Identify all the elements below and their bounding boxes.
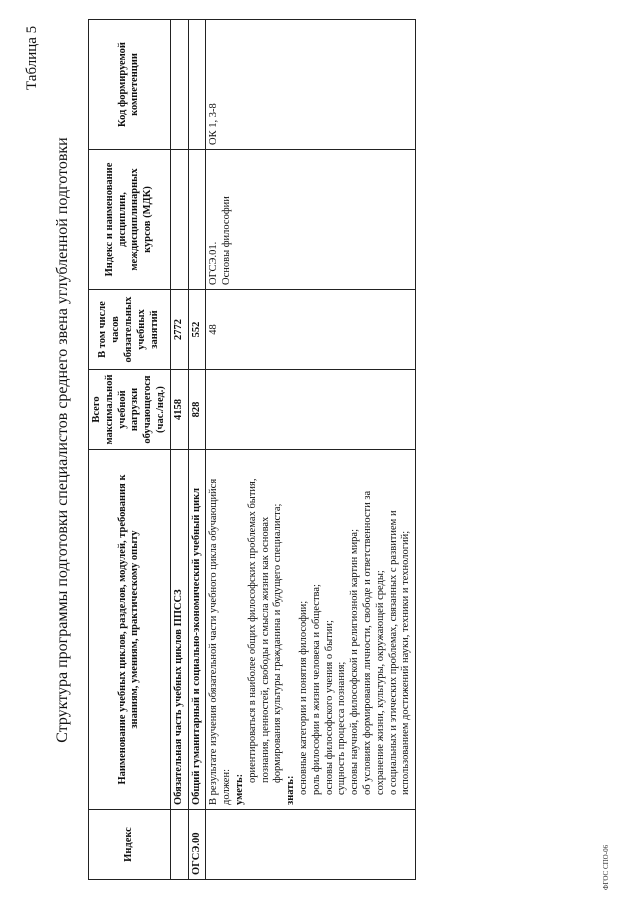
znat-item: основные категории и понятия философии; bbox=[297, 600, 309, 795]
row-name: Обязательная часть учебных циклов ППССЗ bbox=[170, 450, 188, 810]
znat-item: о социальных и этических проблемах, связанных с развитием и использованием достижений науки, техники и технологий; bbox=[387, 510, 412, 795]
row-mandatory: 2772 bbox=[170, 290, 188, 370]
table-label: Таблица 5 bbox=[24, 25, 40, 90]
row-discipline bbox=[188, 150, 206, 290]
row-max-load: 828 bbox=[188, 370, 206, 450]
row-max-load: 4158 bbox=[170, 370, 188, 450]
detail-max-load bbox=[206, 370, 416, 450]
row-competence bbox=[188, 20, 206, 150]
table-header-row bbox=[89, 20, 171, 880]
row-competence bbox=[170, 20, 188, 150]
znat-item: об условиях формирования личности, свободе и ответственности за сохранение жизни, культуры, окружающей среды; bbox=[361, 490, 386, 795]
znat-item: основы научной, философской и религиозной картин мира; bbox=[349, 528, 361, 795]
row-index: ОГСЭ.00 bbox=[188, 810, 206, 880]
detail-requirements bbox=[206, 450, 416, 810]
znat-item: роль философии в жизни человека и общества; bbox=[310, 584, 322, 795]
program-structure-table bbox=[88, 19, 416, 880]
umet-text: ориентироваться в наиболее общих философских проблемах бытия, познания, ценностей, свободы и смысла жизни как основах формирования культуры гражданина и будущего специалиста; bbox=[246, 478, 284, 783]
document-title: Структура программы подготовки специалистов среднего звена углубленной подготовки bbox=[54, 137, 71, 743]
header-discipline: Индекс и наименование дисциплин, междисциплинарных курсов (МДК) bbox=[89, 150, 171, 290]
umet-label: уметь: bbox=[233, 773, 245, 805]
table-row-detail bbox=[206, 20, 416, 880]
footer-mark: ФГОС СПО-06 bbox=[602, 844, 610, 890]
znat-item: основы философского учения о бытии; bbox=[323, 620, 335, 795]
header-max-load: Всего максимальной учебной нагрузки обучающегося (час./нед.) bbox=[89, 370, 171, 450]
header-name: Наименование учебных циклов, разделов, модулей, требования к знаниям, умениям, практическому опыту bbox=[89, 450, 171, 810]
row-mandatory: 552 bbox=[188, 290, 206, 370]
detail-mandatory: 48 bbox=[206, 290, 416, 370]
detail-discipline bbox=[206, 150, 416, 290]
table-row bbox=[188, 20, 206, 880]
discipline-code: ОГСЭ.01. bbox=[208, 241, 220, 285]
row-discipline bbox=[170, 150, 188, 290]
detail-index bbox=[206, 810, 416, 880]
table-row bbox=[170, 20, 188, 880]
header-index: Индекс bbox=[89, 810, 171, 880]
znat-item: сущность процесса познания; bbox=[336, 661, 348, 795]
row-index bbox=[170, 810, 188, 880]
rotated-page bbox=[12, 10, 612, 890]
header-competence: Код формируемой компетенции bbox=[89, 20, 171, 150]
detail-intro: В результате изучения обязательной части учебного цикла обучающийся должен: bbox=[208, 478, 233, 805]
znat-label: знать: bbox=[285, 775, 297, 805]
detail-competence: ОК 1, 3-8 bbox=[206, 20, 416, 150]
row-name: Общий гуманитарный и социально-экономический учебный цикл bbox=[188, 450, 206, 810]
discipline-name: Основы философии bbox=[221, 196, 233, 285]
header-mandatory: В том числе часов обязательных учебных занятий bbox=[89, 290, 171, 370]
